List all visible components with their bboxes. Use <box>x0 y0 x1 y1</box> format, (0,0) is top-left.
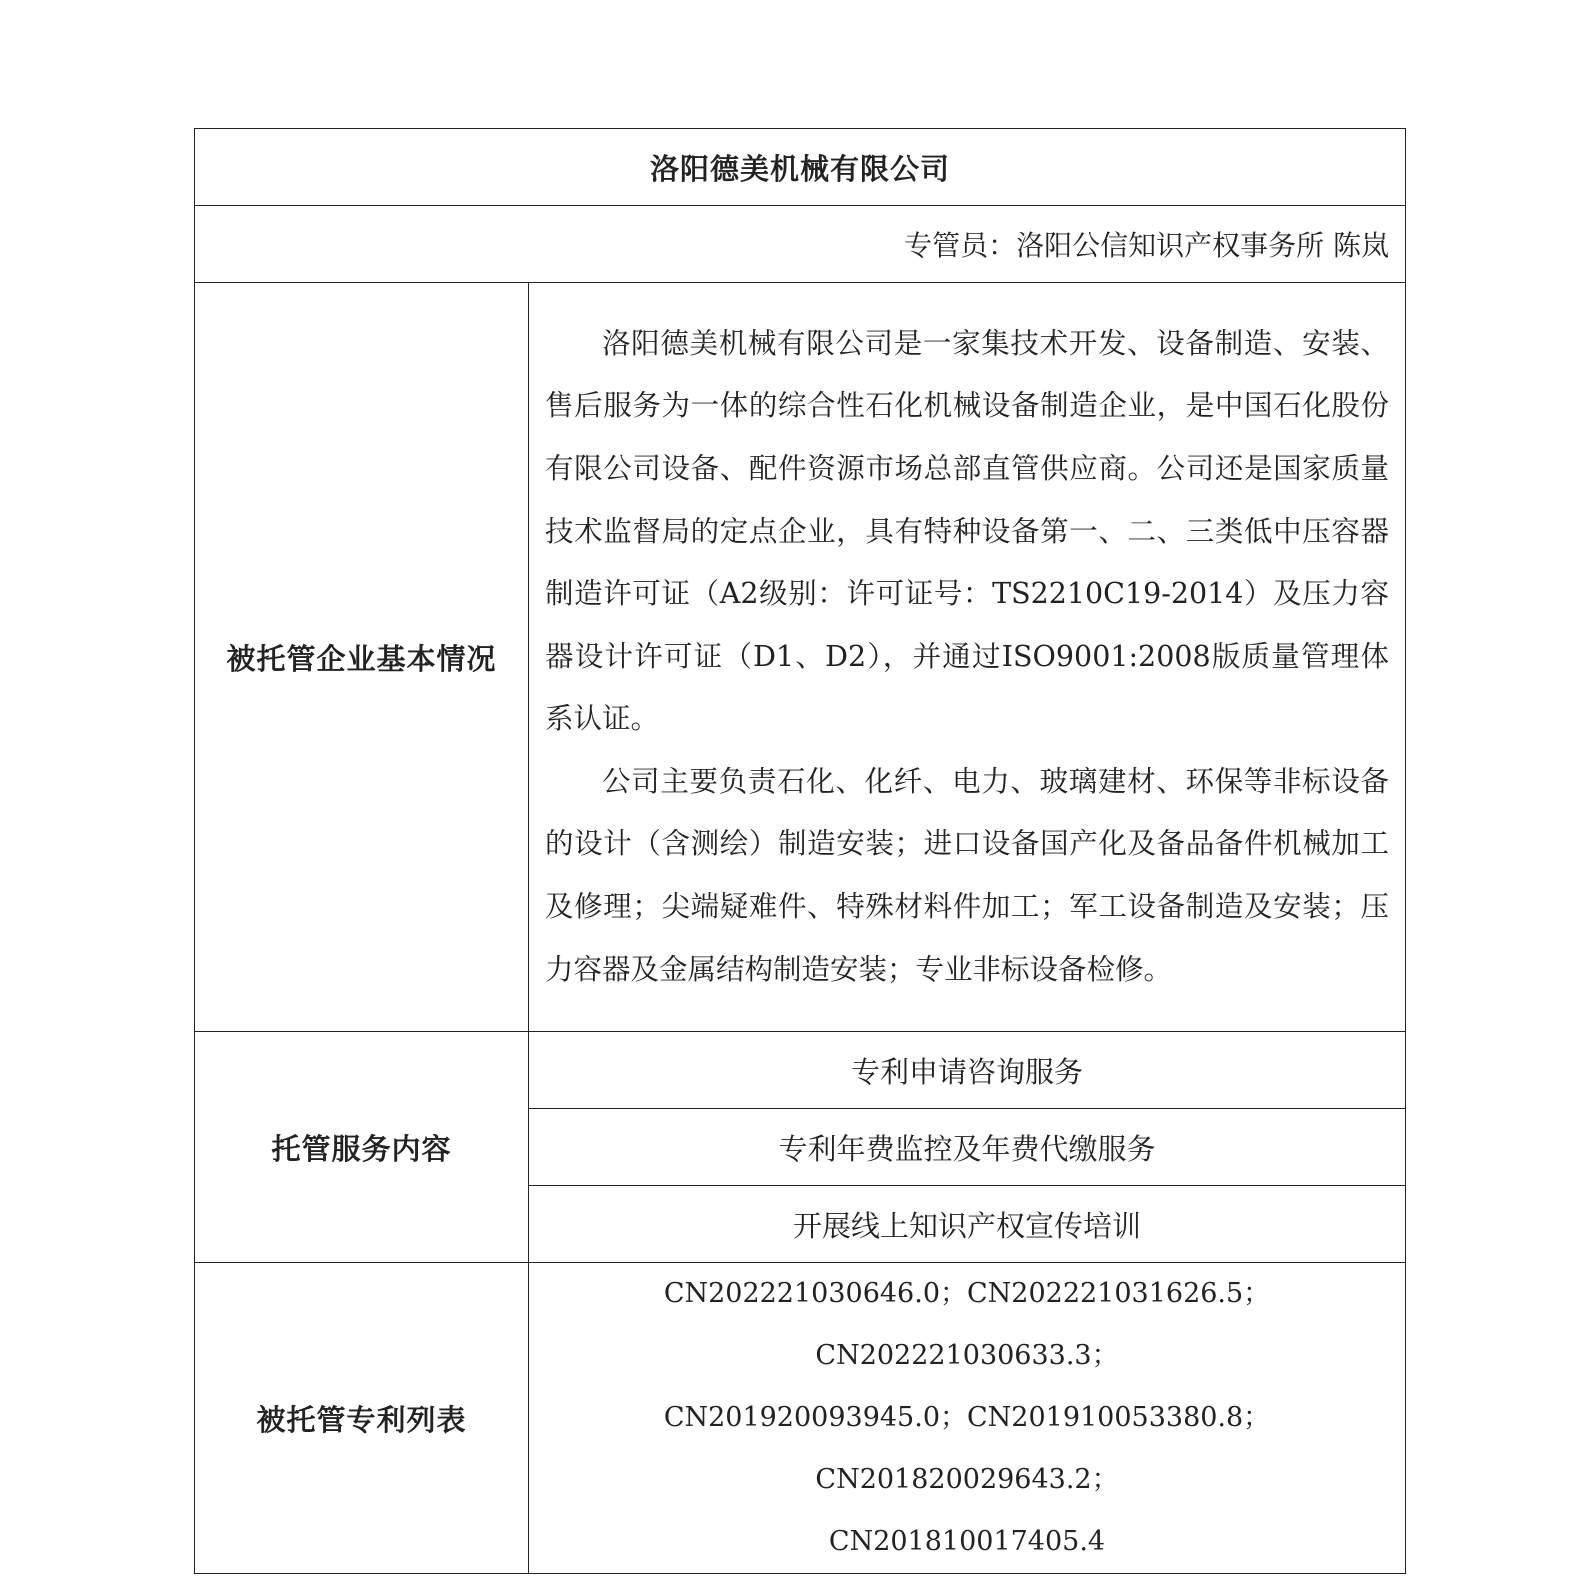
service-item-1: 专利申请咨询服务 <box>529 1032 1406 1109</box>
patents-label: 被托管专利列表 <box>195 1263 529 1574</box>
intro-paragraph-1: 洛阳德美机械有限公司是一家集技术开发、设备制造、安装、售后服务为一体的综合性石化机械设备制造企业，是中国石化股份有限公司设备、配件资源市场总部直管供应商。公司还是国家质量技术监督局的定点企业，具有特种设备第一、二、三类低中压容器制造许可证（A2级别：许可证号：TS2210C19-2014）及压力容器设计许可证（D1、D2），并通过ISO9001:2008版质量管理体系认证。 <box>545 326 1390 736</box>
patent-line-1 <box>537 1263 1397 1387</box>
manager-row <box>195 206 1406 283</box>
patent-line-3 <box>537 1511 1397 1573</box>
trusteeship-info-table <box>194 128 1406 1574</box>
services-label: 托管服务内容 <box>195 1032 529 1263</box>
patent-list <box>529 1263 1406 1574</box>
patent-number: CN201820029643.2； <box>815 1464 1119 1495</box>
patents-row <box>195 1263 1406 1574</box>
patent-number: CN202221030633.3； <box>815 1340 1119 1371</box>
basic-info-label: 被托管企业基本情况 <box>195 283 529 1032</box>
patent-number: CN201920093945.0； <box>663 1402 967 1433</box>
patent-line-2 <box>537 1387 1397 1511</box>
patent-number: CN201910053380.8； <box>967 1402 1271 1433</box>
service-row-1 <box>195 1032 1406 1109</box>
patent-number: CN201810017405.4 <box>828 1526 1106 1557</box>
service-item-3: 开展线上知识产权宣传培训 <box>529 1186 1406 1263</box>
service-item-2: 专利年费监控及年费代缴服务 <box>529 1109 1406 1186</box>
basic-info-row <box>195 283 1406 1032</box>
intro-paragraph-2: 公司主要负责石化、化纤、电力、玻璃建材、环保等非标设备的设计（含测绘）制造安装；进口设备国产化及备品备件机械加工及修理；尖端疑难件、特殊材料件加工；军工设备制造及安装；压力容器及金属结构制造安装；专业非标设备检修。 <box>545 764 1390 986</box>
title-row <box>195 129 1406 206</box>
manager-line: 专管员：洛阳公信知识产权事务所 陈岚 <box>195 206 1406 283</box>
patent-number: CN202221031626.5； <box>967 1278 1271 1309</box>
company-title: 洛阳德美机械有限公司 <box>195 129 1406 206</box>
basic-info-content <box>529 283 1406 1032</box>
patent-number: CN202221030646.0； <box>663 1278 967 1309</box>
